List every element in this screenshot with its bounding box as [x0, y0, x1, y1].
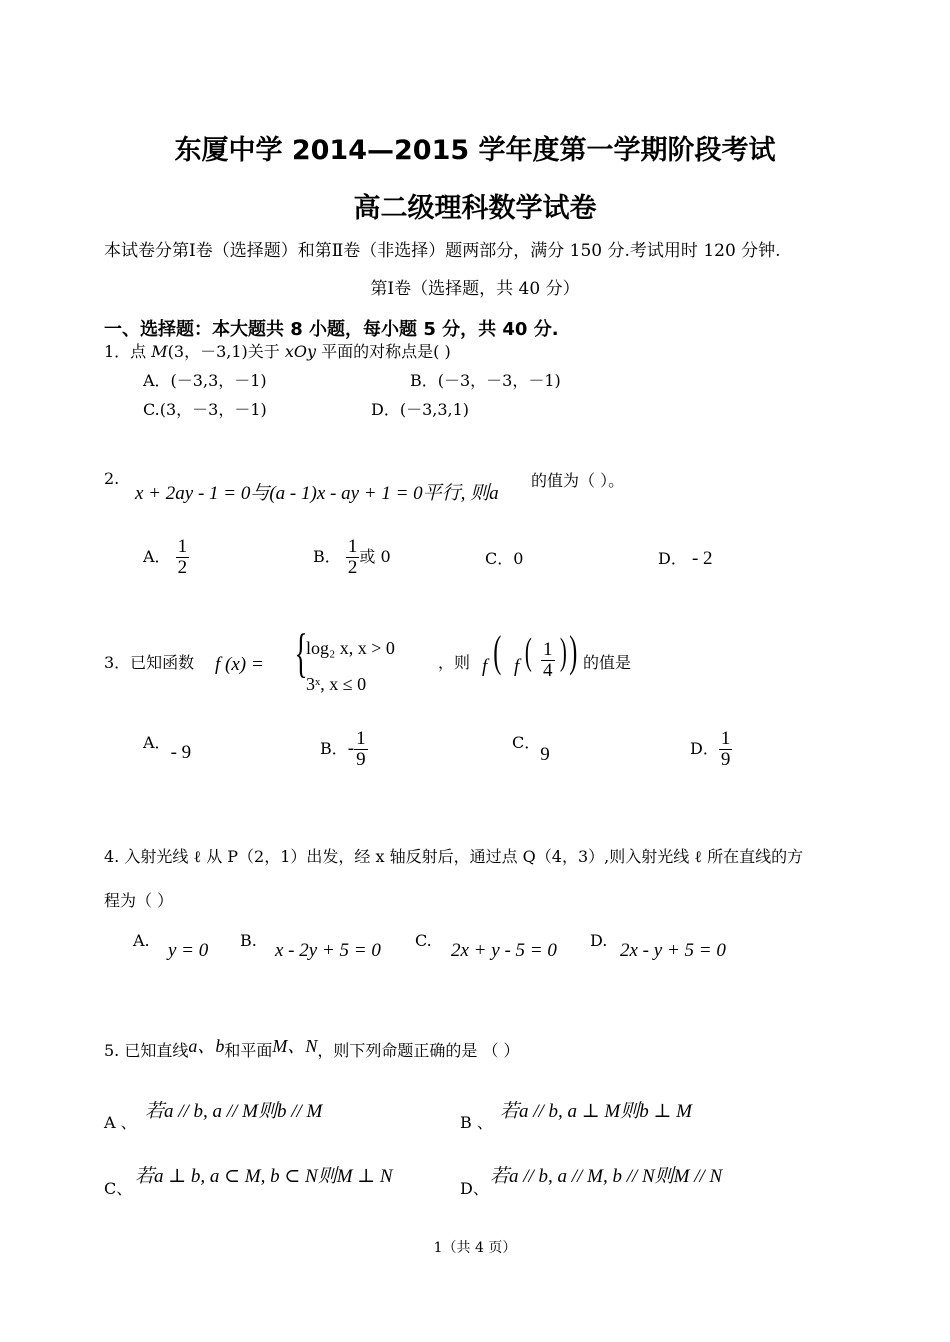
q2-a-label: A．	[143, 547, 171, 566]
q2-b-tail: 或 0	[359, 547, 391, 566]
q3-option-b	[320, 729, 368, 770]
q2-option-d	[658, 546, 713, 570]
q2-b-den: 2	[347, 557, 358, 578]
q5-stem	[104, 1036, 520, 1062]
q3-a-value: - 9	[170, 742, 192, 763]
q5-text-a: 5. 已知直线	[104, 1041, 189, 1060]
q1-option-d: D．(－3,3,1)	[371, 400, 470, 419]
q3-b-label: B．	[320, 739, 348, 758]
q5-lines: a、b	[188, 1036, 225, 1056]
q4-stem-line-1: 4. 入射光线 ℓ 从 P（2，1）出发，经 x 轴反射后，通过点 Q（4，3）,则入射光线 ℓ 所在直线的方	[104, 847, 804, 866]
q3-c-value: 9	[540, 744, 550, 765]
q3-f-lhs: f (x) =	[215, 654, 264, 675]
q3-d-den: 9	[720, 749, 731, 770]
q3-inner-paren-left: (	[524, 631, 532, 673]
q3-fraction	[541, 640, 555, 681]
q3-option-c	[512, 730, 550, 765]
q5-option-d-label: D、	[460, 1179, 489, 1198]
q1-text-a: 1．点	[104, 342, 152, 361]
q3-b-sign: -	[347, 738, 355, 759]
q5-option-a-label: A 、	[104, 1113, 137, 1132]
q2-expression: x + 2ay - 1 = 0与(a - 1)x - ay + 1 = 0平行, 则a	[135, 483, 499, 504]
q4-option-d: 2x - y + 5 = 0	[620, 940, 726, 961]
q3-inner-paren-right: )	[559, 631, 567, 673]
exam-subtitle: 高二级理科数学试卷	[353, 193, 597, 224]
q3-then: ，则	[438, 653, 471, 672]
q3-a-label: A．	[143, 733, 171, 752]
q3-c-label: C．	[512, 733, 541, 752]
q5-option-c-label: C、	[104, 1179, 133, 1198]
q4-option-c: 2x + y - 5 = 0	[451, 940, 557, 961]
q3-stem: 3．已知函数	[104, 653, 195, 672]
q3-option-a	[143, 730, 192, 763]
q5-text-b: 和平面	[224, 1041, 273, 1060]
q2-b-label: B．	[313, 547, 341, 566]
q4-option-a-label: A.	[133, 931, 150, 950]
q3-inner-f: f	[514, 656, 520, 677]
q2-a-den: 2	[177, 557, 188, 578]
q3-case-2: 3ˣ, x ≤ 0	[306, 674, 367, 694]
q3-outer-paren-right: )	[569, 627, 578, 676]
q2-tail: 的值为（ ）。	[531, 471, 625, 490]
question-1-stem	[104, 339, 451, 362]
q2-b-num: 1	[347, 536, 358, 557]
q2-a-fraction	[176, 537, 190, 578]
q4-option-a: y = 0	[168, 940, 209, 961]
q3-option-d	[690, 729, 732, 770]
q1-text-b: (3，－3,1)关于	[167, 342, 285, 361]
q3-b-den: 9	[356, 749, 366, 770]
q2-b-fraction	[346, 537, 360, 578]
q1-text-c: 平面的对称点是( )	[316, 342, 451, 361]
exam-intro: 本试卷分第Ⅰ卷（选择题）和第Ⅱ卷（非选择）题两部分，满分 150 分.考试用时 120 分钟.	[104, 241, 781, 261]
q3-frac-den: 4	[543, 660, 553, 681]
q5-text-c: ，则下列命题正确的是 （ ）	[317, 1041, 520, 1060]
q2-option-c: C．0	[485, 549, 524, 568]
q2-number: 2.	[104, 469, 120, 488]
q2-option-b	[313, 537, 391, 578]
part-title: 第Ⅰ卷（选择题，共 40 分）	[370, 279, 580, 299]
q1-point-m: M	[151, 342, 168, 361]
q4-option-b-label: B.	[240, 931, 257, 950]
q3-tail: 的值是	[583, 653, 632, 672]
q5-option-d: 若a // b, a // M, b // N则M // N	[490, 1166, 723, 1187]
q3-outer-f: f	[482, 656, 488, 677]
q2-d-label: D．	[658, 549, 687, 568]
q5-option-c: 若a ⊥ b, a ⊂ M, b ⊂ N则M ⊥ N	[135, 1166, 393, 1187]
q5-planes: M、N	[272, 1036, 318, 1056]
q4-option-c-label: C.	[415, 931, 432, 950]
q5-option-a: 若a // b, a // M则b // M	[145, 1101, 323, 1122]
q2-option-a	[143, 537, 189, 578]
section-heading: 一、选择题：本大题共 8 小题，每小题 5 分，共 40 分.	[104, 319, 559, 340]
q4-option-d-label: D.	[590, 931, 608, 950]
q3-b-num: 1	[356, 728, 366, 749]
q1-option-b: B．(－3，－3，－1)	[410, 371, 561, 390]
q3-outer-paren-left: (	[493, 627, 502, 676]
q3-d-num: 1	[720, 728, 731, 749]
exam-title: 东厦中学 2014—2015 学年度第一学期阶段考试	[174, 135, 776, 166]
q2-a-num: 1	[177, 536, 188, 557]
q1-option-c: C.(3，－3，－1)	[143, 400, 267, 419]
q3-frac-num: 1	[543, 639, 553, 660]
q5-option-b: 若a // b, a ⊥ M则b ⊥ M	[500, 1101, 692, 1122]
q5-option-b-label: B 、	[460, 1113, 493, 1132]
q1-option-a: A．(－3,3，－1)	[143, 371, 267, 390]
q2-d-value: - 2	[691, 548, 713, 569]
q3-case-1: log₂ x, x > 0	[306, 638, 395, 658]
q1-plane: xOy	[284, 342, 317, 361]
q4-option-b: x - 2y + 5 = 0	[275, 940, 381, 961]
page-number: 1（共 4 页）	[433, 1240, 517, 1256]
q4-stem-line-2: 程为（ ）	[104, 891, 174, 910]
q3-brace: {	[294, 623, 308, 683]
q3-d-label: D．	[690, 739, 719, 758]
